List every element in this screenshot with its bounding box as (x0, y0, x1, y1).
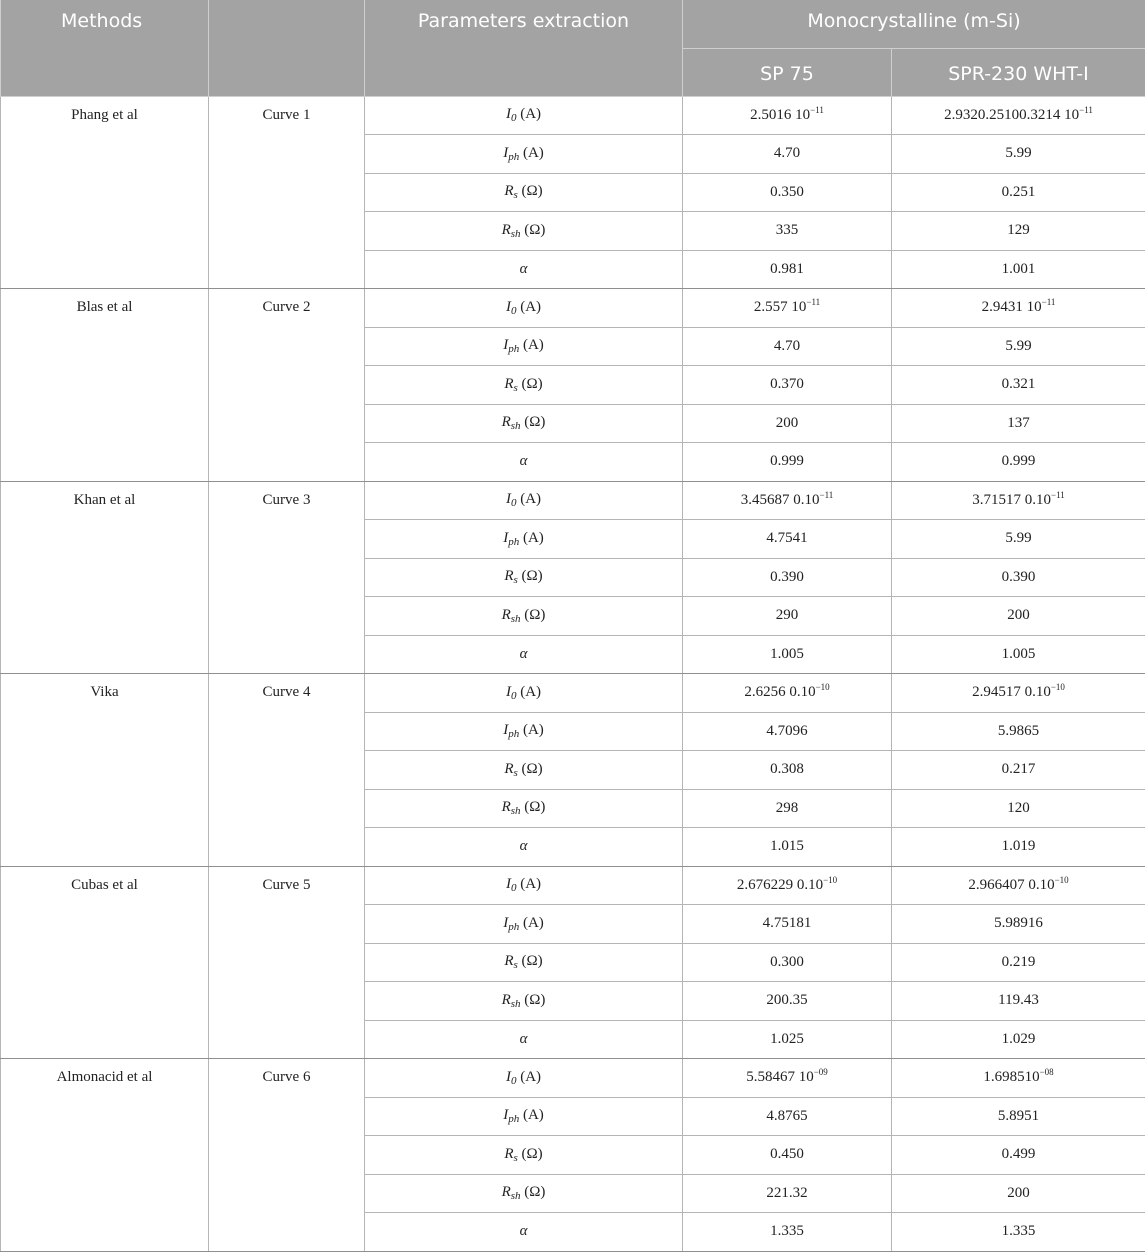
parameter-subscript: ph (508, 150, 520, 163)
value-exponent: −10 (1050, 682, 1065, 693)
header-methods: Methods (1, 0, 209, 96)
parameter-symbol: α (519, 645, 528, 662)
parameter-subscript: sh (510, 612, 521, 625)
parameter-subscript: 0 (510, 497, 517, 510)
parameter-subscript: sh (510, 997, 521, 1010)
parameter-unit: (Ω) (517, 760, 543, 777)
value-mantissa: 5.58467 10 (746, 1069, 814, 1086)
parameter-label (365, 905, 683, 944)
value-sp75: 4.70 (683, 327, 892, 366)
value-sp75 (683, 96, 892, 135)
value-spr230: 0.251 (892, 173, 1145, 212)
value-sp75: 4.7096 (683, 712, 892, 751)
parameter-symbol: R (501, 221, 511, 238)
parameter-unit: (A) (516, 1068, 542, 1085)
curve-cell: Curve 6 (209, 1059, 365, 1252)
value-spr230: 5.9865 (892, 712, 1145, 751)
value-spr230: 0.321 (892, 366, 1145, 405)
value-mantissa: 3.71517 0.10 (972, 491, 1051, 508)
header-sp75: SP 75 (683, 48, 892, 96)
parameter-unit: (Ω) (520, 414, 546, 431)
parameter-unit: (A) (519, 722, 544, 739)
curve-cell: Curve 4 (209, 674, 365, 867)
value-sp75: 290 (683, 597, 892, 636)
parameter-subscript: s (513, 381, 518, 394)
parameter-unit: (A) (519, 914, 544, 931)
value-mantissa: 2.6256 0.10 (744, 684, 816, 701)
value-spr230: 0.999 (892, 443, 1145, 482)
value-sp75 (683, 1059, 892, 1098)
value-spr230 (892, 289, 1145, 328)
parameter-symbol: R (504, 953, 514, 970)
parameter-unit: (Ω) (517, 1145, 543, 1162)
parameter-subscript: 0 (510, 882, 517, 895)
value-spr230: 5.98916 (892, 905, 1145, 944)
parameter-symbol: R (504, 183, 514, 200)
parameter-symbol: R (501, 799, 511, 816)
value-spr230: 1.005 (892, 635, 1145, 674)
parameter-unit: (A) (516, 683, 542, 700)
parameter-label (365, 289, 683, 328)
value-exponent: −11 (1051, 489, 1065, 500)
curve-cell: Curve 2 (209, 289, 365, 482)
value-spr230: 137 (892, 404, 1145, 443)
parameter-subscript: s (513, 766, 518, 779)
value-sp75: 0.308 (683, 751, 892, 790)
parameter-label (365, 828, 683, 867)
value-sp75 (683, 866, 892, 905)
parameter-symbol: I (503, 722, 509, 739)
value-spr230 (892, 481, 1145, 520)
parameter-subscript: sh (510, 805, 521, 818)
parameter-symbol: α (519, 260, 528, 277)
parameter-label (365, 866, 683, 905)
parameter-label (365, 366, 683, 405)
value-sp75: 4.8765 (683, 1097, 892, 1136)
parameter-symbol: I (505, 298, 511, 315)
parameter-label (365, 751, 683, 790)
parameter-label (365, 674, 683, 713)
value-sp75: 1.005 (683, 635, 892, 674)
parameter-label (365, 135, 683, 174)
header-parameters: Parameters extraction (365, 0, 683, 96)
value-exponent: −11 (819, 489, 834, 500)
method-cell: Khan et al (1, 481, 209, 674)
value-exponent: −10 (823, 874, 838, 885)
value-exponent: −11 (1079, 104, 1093, 115)
parameter-symbol: R (504, 568, 514, 585)
curve-cell: Curve 1 (209, 96, 365, 289)
value-mantissa: 2.5016 10 (750, 106, 811, 123)
parameter-symbol: I (503, 914, 509, 931)
curve-cell: Curve 5 (209, 866, 365, 1059)
parameter-label (365, 1213, 683, 1252)
parameter-label (365, 96, 683, 135)
method-cell: Blas et al (1, 289, 209, 482)
value-spr230: 1.029 (892, 1020, 1145, 1059)
parameter-subscript: 0 (510, 304, 517, 317)
header-curve (209, 0, 365, 96)
parameter-label (365, 212, 683, 251)
parameter-unit: (Ω) (517, 568, 543, 585)
table-row (1, 1059, 1145, 1098)
value-spr230 (892, 674, 1145, 713)
parameter-subscript: ph (508, 1113, 520, 1126)
value-spr230: 0.217 (892, 751, 1145, 790)
value-mantissa: 1.698510 (983, 1069, 1040, 1086)
value-spr230: 5.99 (892, 520, 1145, 559)
parameter-unit: (A) (519, 337, 544, 354)
parameter-subscript: ph (508, 343, 520, 356)
value-exponent: −08 (1039, 1067, 1054, 1078)
value-spr230: 1.019 (892, 828, 1145, 867)
value-spr230: 0.390 (892, 558, 1145, 597)
parameter-symbol: I (505, 106, 511, 123)
parameter-label (365, 443, 683, 482)
parameter-label (365, 597, 683, 636)
parameter-label (365, 327, 683, 366)
value-mantissa: 3.45687 0.10 (740, 491, 820, 508)
parameter-label (365, 982, 683, 1021)
parameter-unit: (Ω) (517, 183, 543, 200)
value-sp75: 200 (683, 404, 892, 443)
parameter-unit: (Ω) (520, 1184, 546, 1201)
value-spr230: 129 (892, 212, 1145, 251)
value-sp75: 335 (683, 212, 892, 251)
parameter-subscript: s (513, 1151, 518, 1164)
parameter-label (365, 789, 683, 828)
value-sp75: 1.015 (683, 828, 892, 867)
parameter-unit: (A) (516, 876, 542, 893)
parameter-subscript: sh (510, 227, 521, 240)
value-mantissa: 2.9320.25100.3214 10 (944, 106, 1080, 123)
value-mantissa: 2.676229 0.10 (736, 876, 824, 893)
parameter-subscript: s (513, 189, 518, 202)
parameter-unit: (Ω) (517, 375, 543, 392)
value-spr230: 0.219 (892, 943, 1145, 982)
value-sp75: 0.999 (683, 443, 892, 482)
parameter-symbol: R (501, 1184, 511, 1201)
parameter-subscript: 0 (510, 1074, 517, 1087)
value-sp75: 1.335 (683, 1213, 892, 1252)
value-spr230: 200 (892, 1174, 1145, 1213)
value-spr230: 1.001 (892, 250, 1145, 289)
parameter-subscript: ph (508, 920, 520, 933)
value-sp75: 0.300 (683, 943, 892, 982)
parameter-subscript: sh (510, 1190, 521, 1203)
parameter-symbol: I (503, 529, 509, 546)
header-spr230: SPR-230 WHT-I (892, 48, 1145, 96)
value-exponent: −10 (815, 682, 830, 693)
parameter-subscript: s (513, 959, 518, 972)
value-sp75: 4.75181 (683, 905, 892, 944)
value-mantissa: 2.94517 0.10 (972, 684, 1051, 701)
value-sp75: 0.981 (683, 250, 892, 289)
value-sp75: 1.025 (683, 1020, 892, 1059)
parameter-symbol: R (501, 991, 511, 1008)
parameter-label (365, 404, 683, 443)
parameter-label (365, 712, 683, 751)
parameter-unit: (A) (519, 144, 544, 161)
value-spr230: 200 (892, 597, 1145, 636)
parameter-label (365, 173, 683, 212)
value-exponent: −11 (806, 297, 821, 308)
value-spr230: 5.99 (892, 327, 1145, 366)
parameter-subscript: s (513, 574, 518, 587)
parameter-label (365, 558, 683, 597)
parameter-unit: (Ω) (520, 606, 546, 623)
value-spr230: 1.335 (892, 1213, 1145, 1252)
method-cell: Phang et al (1, 96, 209, 289)
parameter-label (365, 1136, 683, 1175)
method-cell: Cubas et al (1, 866, 209, 1059)
value-sp75: 221.32 (683, 1174, 892, 1213)
value-spr230 (892, 866, 1145, 905)
parameter-unit: (Ω) (517, 953, 543, 970)
parameter-label (365, 943, 683, 982)
parameter-symbol: I (505, 1068, 511, 1085)
parameter-unit: (A) (516, 298, 542, 315)
parameter-label (365, 635, 683, 674)
value-exponent: −10 (1054, 874, 1069, 885)
parameter-unit: (A) (516, 491, 542, 508)
parameter-label (365, 1020, 683, 1059)
parameter-subscript: ph (508, 535, 520, 548)
parameter-unit: (Ω) (520, 991, 546, 1008)
parameter-subscript: ph (508, 728, 520, 741)
parameter-label (365, 250, 683, 289)
curve-cell: Curve 3 (209, 481, 365, 674)
value-sp75: 0.370 (683, 366, 892, 405)
value-spr230: 120 (892, 789, 1145, 828)
parameter-symbol: R (504, 375, 514, 392)
parameter-symbol: α (519, 1030, 528, 1047)
parameter-label (365, 481, 683, 520)
value-sp75: 0.450 (683, 1136, 892, 1175)
parameter-symbol: I (505, 683, 511, 700)
value-mantissa: 2.557 10 (753, 299, 807, 316)
value-exponent: −09 (813, 1067, 828, 1078)
value-spr230 (892, 1059, 1145, 1098)
value-sp75: 0.350 (683, 173, 892, 212)
value-spr230: 5.99 (892, 135, 1145, 174)
value-exponent: −11 (810, 104, 824, 115)
table-row (1, 866, 1145, 905)
value-mantissa: 2.9431 10 (981, 299, 1042, 316)
value-sp75: 200.35 (683, 982, 892, 1021)
header-monocrystalline: Monocrystalline (m-Si) (683, 0, 1145, 48)
parameter-label (365, 520, 683, 559)
value-spr230: 5.8951 (892, 1097, 1145, 1136)
value-sp75: 298 (683, 789, 892, 828)
table-row (1, 674, 1145, 713)
parameter-unit: (Ω) (520, 221, 546, 238)
value-spr230: 0.499 (892, 1136, 1145, 1175)
parameter-symbol: I (505, 876, 511, 893)
parameter-symbol: R (504, 760, 514, 777)
parameter-symbol: I (503, 144, 509, 161)
value-sp75: 0.390 (683, 558, 892, 597)
method-cell: Almonacid et al (1, 1059, 209, 1252)
parameter-unit: (A) (519, 529, 544, 546)
parameter-symbol: α (519, 838, 528, 855)
parameter-subscript: 0 (510, 112, 517, 125)
parameter-unit: (A) (519, 1107, 544, 1124)
value-sp75: 4.70 (683, 135, 892, 174)
value-sp75 (683, 289, 892, 328)
value-sp75: 4.7541 (683, 520, 892, 559)
table-row (1, 96, 1145, 135)
value-sp75 (683, 674, 892, 713)
parameter-symbol: α (519, 1223, 528, 1240)
value-sp75 (683, 481, 892, 520)
parameter-symbol: R (504, 1145, 514, 1162)
method-cell: Vika (1, 674, 209, 867)
parameter-symbol: I (505, 491, 511, 508)
parameter-label (365, 1174, 683, 1213)
parameter-label (365, 1097, 683, 1136)
value-exponent: −11 (1041, 297, 1056, 308)
table-row (1, 481, 1145, 520)
parameter-symbol: R (501, 606, 511, 623)
value-spr230 (892, 96, 1145, 135)
value-mantissa: 2.966407 0.10 (968, 876, 1055, 893)
parameter-symbol: α (519, 453, 528, 470)
parameter-unit: (A) (516, 106, 542, 123)
value-spr230: 119.43 (892, 982, 1145, 1021)
parameter-label (365, 1059, 683, 1098)
parameter-unit: (Ω) (520, 799, 546, 816)
table-row (1, 289, 1145, 328)
parameter-symbol: I (503, 337, 509, 354)
parameter-subscript: 0 (510, 689, 517, 702)
parameter-symbol: I (503, 1107, 509, 1124)
parameter-symbol: R (501, 414, 511, 431)
parameter-subscript: sh (510, 420, 521, 433)
